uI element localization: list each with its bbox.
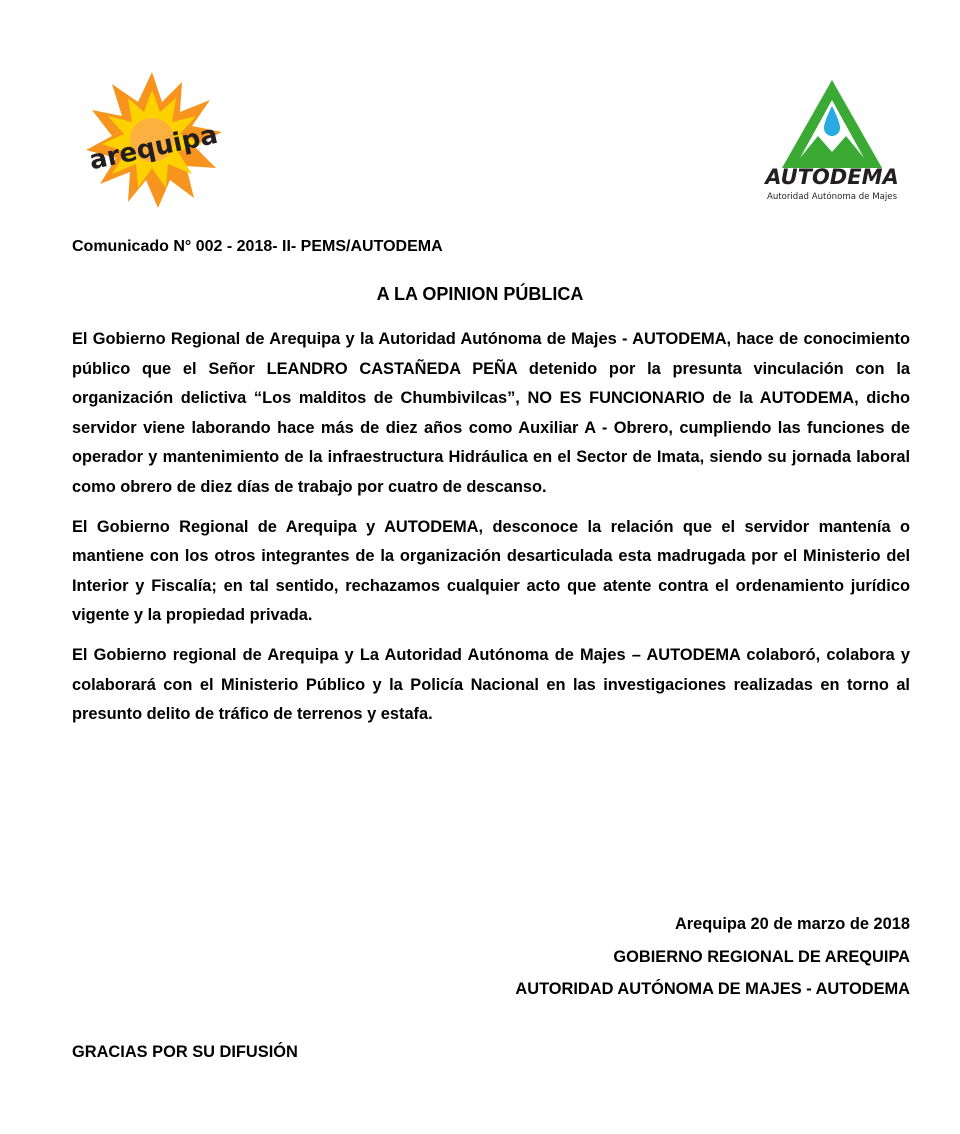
autodema-mountain-icon [760, 78, 905, 203]
autodema-logo-subtitle: Autoridad Autónoma de Majes [766, 192, 898, 202]
arequipa-logo [80, 70, 225, 210]
arequipa-logo-text: arequipa [86, 119, 221, 177]
document-body [72, 325, 910, 740]
body-paragraph-3: El Gobierno regional de Arequipa y La Autoridad Autónoma de Majes – AUTODEMA colaboró, colabora y colaborará con el Ministerio Público y la Policía Nacional en las investigaciones realizadas en torno al presunto delito de tráfico de terrenos y estafa. [72, 645, 910, 724]
document-title: A LA OPINION PÚBLICA [376, 284, 584, 304]
footer-thanks: GRACIAS POR SU DIFUSIÓN [72, 1043, 298, 1061]
signature-org-2: AUTORIDAD AUTÓNOMA DE MAJES - AUTODEMA [515, 980, 910, 998]
autodema-logo [760, 78, 905, 203]
signature-block [515, 908, 910, 1006]
body-paragraph-2: El Gobierno Regional de Arequipa y AUTODEMA, desconoce la relación que el servidor mantenía o mantiene con los otros integrantes de la organización desarticulada esta madrugada por el Ministerio del Interior y Fiscalía; en tal sentido, rechazamos cualquier acto que atente contra el ordenamiento jurídico vigente y la propiedad privada. [72, 517, 910, 625]
communique-reference: Comunicado N° 002 - 2018- II- PEMS/AUTODEMA [72, 238, 443, 255]
autodema-logo-text: AUTODEMA [765, 165, 899, 189]
arequipa-sun-icon [80, 70, 225, 210]
body-paragraph-1: El Gobierno Regional de Arequipa y la Autoridad Autónoma de Majes - AUTODEMA, hace de conocimiento público que el Señor LEANDRO CASTAÑEDA PEÑA detenido por la presunta vinculación con la organización delictiva “Los malditos de Chumbivilcas”, NO ES FUNCIONARIO de la AUTODEMA, dicho servidor viene laborando hace más de diez años como Auxiliar A - Obrero, cumpliendo las funciones de operador y mantenimiento de la infraestructura Hidráulica en el Sector de Imata, siendo su jornada laboral como obrero de diez días de trabajo por cuatro de descanso. [72, 330, 910, 496]
signature-org-1: GOBIERNO REGIONAL DE AREQUIPA [613, 947, 910, 966]
signature-date: Arequipa 20 de marzo de 2018 [674, 915, 910, 933]
